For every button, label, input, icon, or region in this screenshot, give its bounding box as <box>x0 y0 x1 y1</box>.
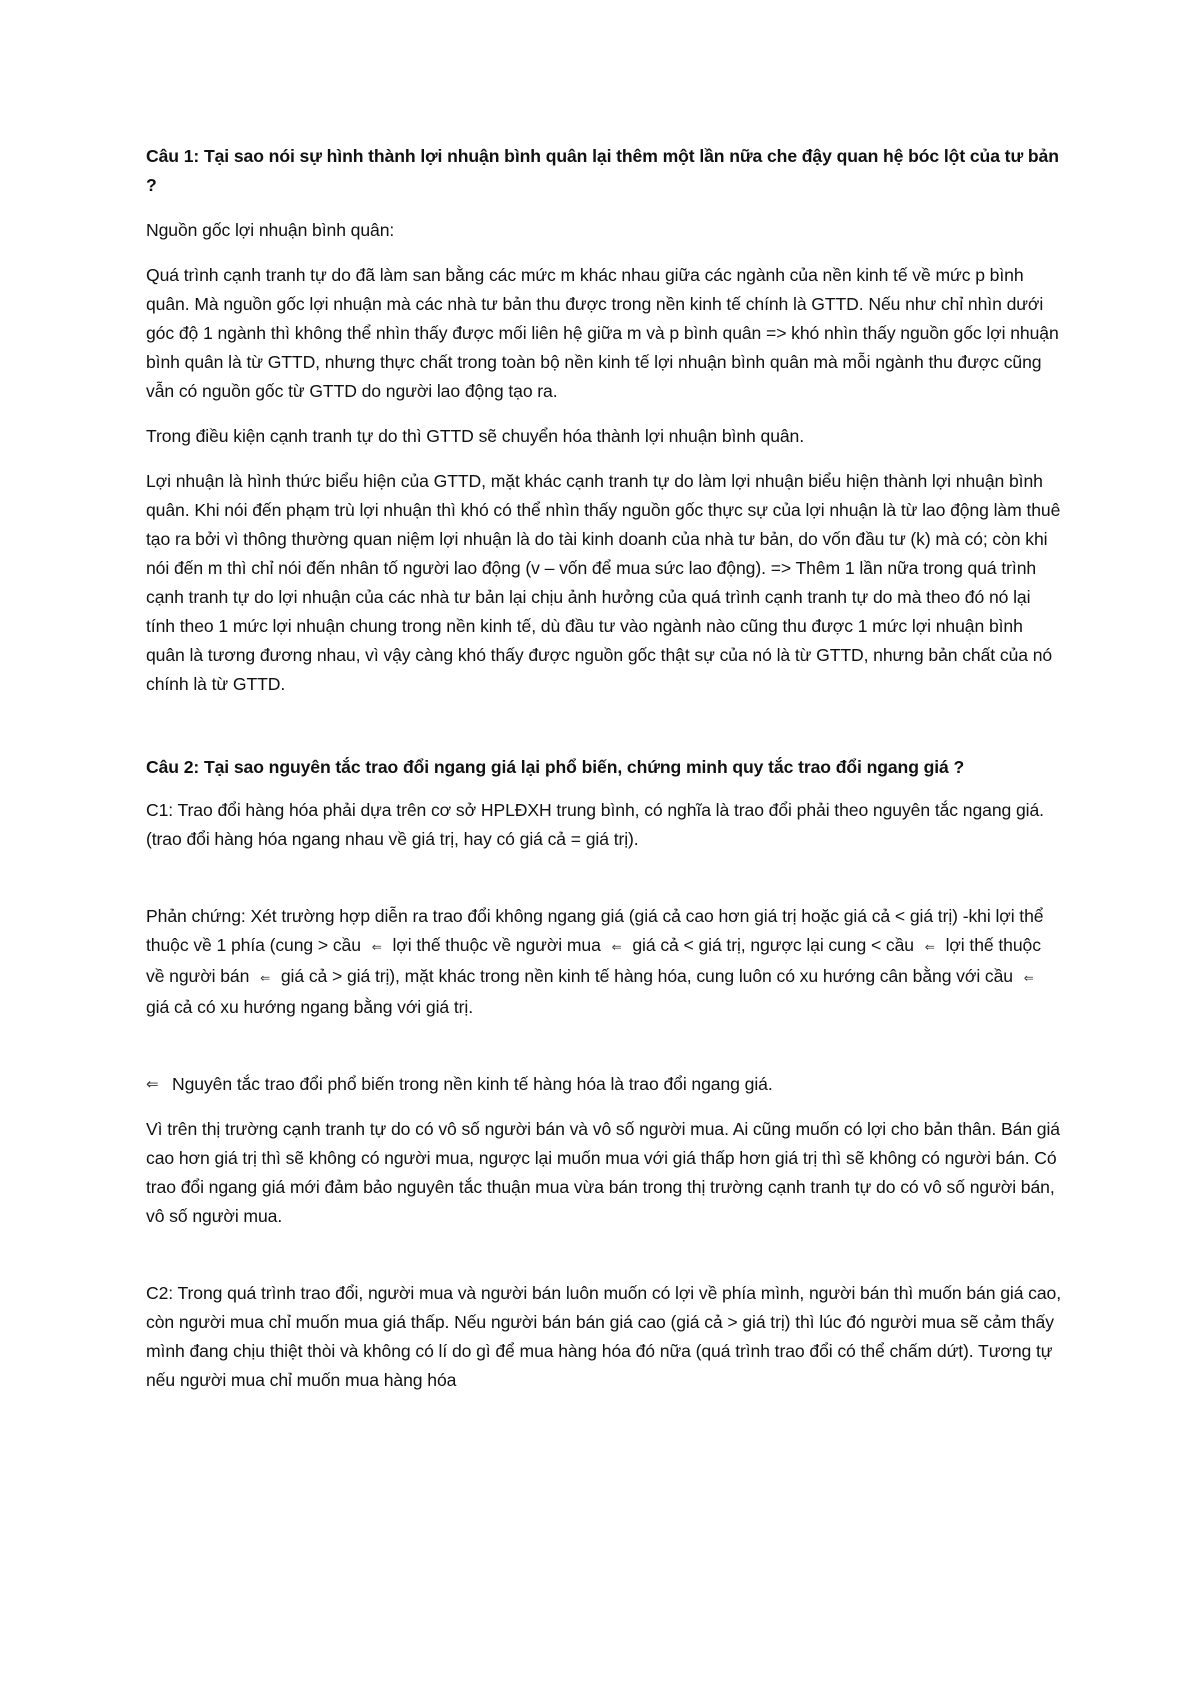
implies-arrow-icon: ⇐ <box>924 940 935 954</box>
question-2-title: Câu 2: Tại sao nguyên tắc trao đổi ngang giá lại phổ biến, chứng minh quy tắc trao đổi ngang giá ? <box>146 757 965 777</box>
document-body <box>146 142 1064 1395</box>
question-1-paragraph-2: Trong điều kiện cạnh tranh tự do thì GTTD sẽ chuyển hóa thành lợi nhuận bình quân. <box>146 426 805 446</box>
conclusion-arrow-icon: ⇐ <box>146 1076 159 1093</box>
implies-arrow-icon: ⇐ <box>260 971 271 985</box>
counterproof-text-e: giá cả > giá trị), mặt khác trong nền kinh tế hàng hóa, cung luôn có xu hướng cân bằng với cầu <box>280 966 1013 986</box>
question-2-conclusion <box>146 1070 1064 1099</box>
question-1-paragraph-1: Quá trình cạnh tranh tự do đã làm san bằng các mức m khác nhau giữa các ngành của nền kinh tế về mức p bình quân. Mà nguồn gốc lợi nhuận mà các nhà tư bản thu được trong nền kinh tế chính là GTTD. Nếu như chỉ nhìn dưới góc độ 1 ngành thì không thể nhìn thấy được mối liên hệ giữa m và p bình quân => khó nhìn thấy nguồn gốc lợi nhuận bình quân là từ GTTD, nhưng thực chất trong toàn bộ nền kinh tế lợi nhuận bình quân mà mỗi ngành thu được cũng vẫn có nguồn gốc từ GTTD do người lao động tạo ra. <box>146 265 1059 401</box>
implies-arrow-icon: ⇐ <box>1023 971 1034 985</box>
question-1-paragraph-3: Lợi nhuận là hình thức biểu hiện của GTTD, mặt khác cạnh tranh tự do làm lợi nhuận biểu hiện thành lợi nhuận bình quân. Khi nói đến phạm trù lợi nhuận thì khó có thể nhìn thấy nguồn gốc thực sự của lợi nhuận là từ lao động làm thuê tạo ra bởi vì thông thường quan niệm lợi nhuận là do tài kinh doanh của nhà tư bản, do vốn đầu tư (k) mà có; còn khi nói đến m thì chỉ nói đến nhân tố người lao động (v – vốn để mua sức lao động). => Thêm 1 lần nữa trong quá trình cạnh tranh tự do lợi nhuận của các nhà tư bản lại chịu ảnh hưởng của quá trình cạnh tranh tự do mà theo đó nó lại tính theo 1 mức lợi nhuận chung trong nền kinh tế, dù đầu tư vào ngành nào cũng thu được 1 mức lợi nhuận bình quân là tương đương nhau, vì vậy càng khó thấy được nguồn gốc thật sự của nó là từ GTTD, nhưng bản chất của nó chính là từ GTTD. <box>146 471 1061 694</box>
counterproof-text-c: giá cả < giá trị, ngược lại cung < cầu <box>632 935 914 955</box>
question-1-subheading: Nguồn gốc lợi nhuận bình quân: <box>146 220 395 240</box>
question-2-c2-paragraph: C2: Trong quá trình trao đổi, người mua và người bán luôn muốn có lợi về phía mình, người bán thì muốn bán giá cao, còn người mua chỉ muốn mua giá thấp. Nếu người bán bán giá cao (giá cả > giá trị) thì lúc đó người mua sẽ cảm thấy mình đang chịu thiệt thòi và không có lí do gì để mua hàng hóa đó nữa (quá trình trao đổi có thể chấm dứt). Tương tự nếu người mua chỉ muốn mua hàng hóa <box>146 1283 1062 1390</box>
counterproof-text-a: Phản chứng: Xét trường hợp diễn ra trao đổi không ngang giá (giá cả cao hơn giá trị hoặc giá cả < giá trị) -khi lợi thể thuộc về 1 phía (cung > cầu <box>146 906 1044 955</box>
implies-arrow-icon: ⇐ <box>611 940 622 954</box>
counterproof-text-f: giá cả có xu hướng ngang bằng với giá trị. <box>146 997 474 1017</box>
question-1-title: Câu 1: Tại sao nói sự hình thành lợi nhuận bình quân lại thêm một lần nữa che đậy quan hệ bóc lột của tư bản ? <box>146 146 1059 195</box>
conclusion-text: Nguyên tắc trao đổi phổ biến trong nền kinh tế hàng hóa là trao đổi ngang giá. <box>172 1074 773 1094</box>
question-2-c1-paragraph: C1: Trao đổi hàng hóa phải dựa trên cơ sở HPLĐXH trung bình, có nghĩa là trao đổi phải theo nguyên tắc ngang giá. (trao đổi hàng hóa ngang nhau về giá trị, hay có giá cả = giá trị). <box>146 800 1044 849</box>
implies-arrow-icon: ⇐ <box>371 940 382 954</box>
counterproof-text-d: lợi thế thuộc về người bán <box>146 935 1041 986</box>
question-2-counterproof-paragraph <box>146 902 1064 1022</box>
counterproof-text-b: lợi thế thuộc về người mua <box>392 935 601 955</box>
question-2-reason-paragraph: Vì trên thị trường cạnh tranh tự do có vô số người bán và vô số người mua. Ai cũng muốn có lợi cho bản thân. Bán giá cao hơn giá trị thì sẽ không có người mua, ngược lại muốn mua với giá thấp hơn giá trị thì sẽ không có người bán. Có trao đổi ngang giá mới đảm bảo nguyên tắc thuận mua vừa bán trong thị trường cạnh tranh tự do có vô số người bán, vô số người mua. <box>146 1119 1060 1226</box>
